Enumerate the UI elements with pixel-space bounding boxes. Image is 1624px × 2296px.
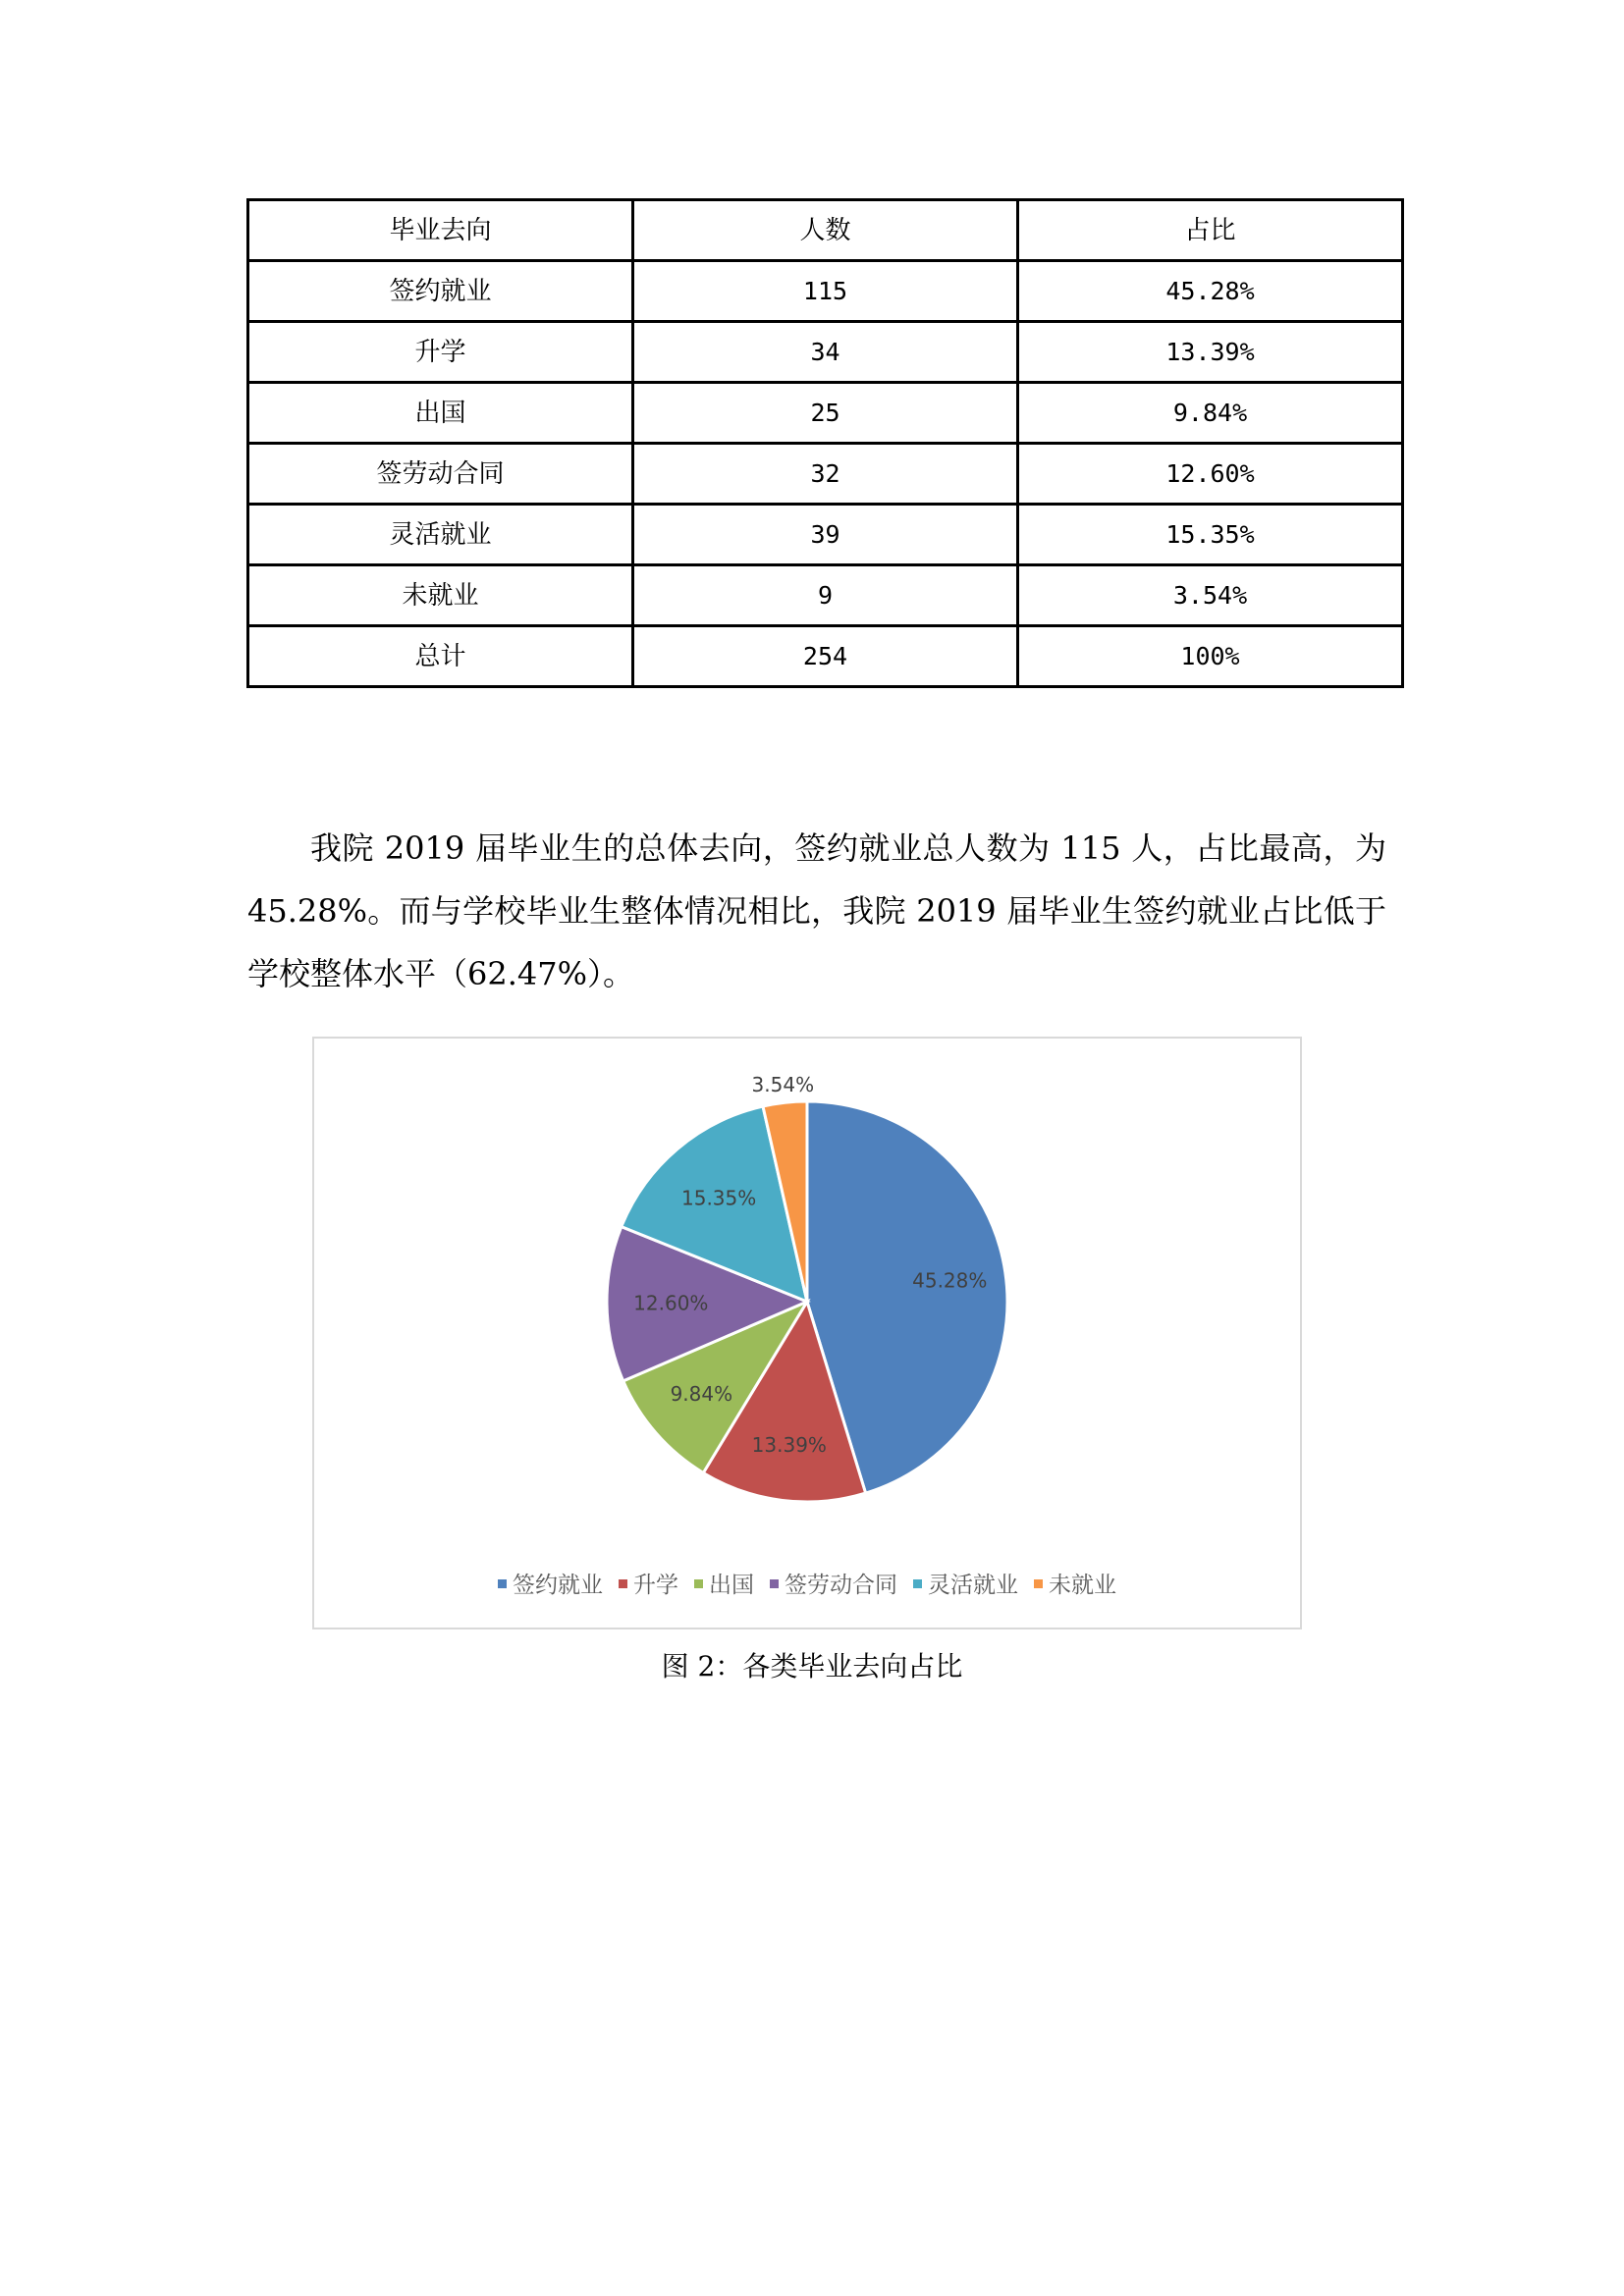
figure-caption: 图 2：各类毕业去向占比: [661, 1650, 963, 1682]
header-count: 人数: [633, 200, 1018, 261]
row-ratio: 15.35%: [1018, 505, 1403, 565]
chart-legend: [314, 1567, 1300, 1599]
total-count: 254: [633, 626, 1018, 687]
legend-item-4: [770, 1567, 897, 1599]
table-row: [248, 444, 1403, 505]
legend-label: 灵活就业: [928, 1573, 1018, 1598]
table-total-row: [248, 626, 1403, 687]
row-destination: 出国: [248, 383, 633, 444]
row-count: 34: [633, 322, 1018, 383]
legend-label: 签约就业: [513, 1573, 603, 1598]
header-destination: 毕业去向: [248, 200, 633, 261]
legend-swatch-icon: [913, 1579, 922, 1588]
row-ratio: 45.28%: [1018, 261, 1403, 322]
legend-swatch-icon: [498, 1579, 507, 1588]
legend-label: 出国: [709, 1573, 754, 1598]
legend-item-5: [913, 1567, 1018, 1599]
table-row: [248, 383, 1403, 444]
row-count: 25: [633, 383, 1018, 444]
row-ratio: 12.60%: [1018, 444, 1403, 505]
pie-data-label-5: 15.35%: [681, 1186, 757, 1210]
table-row: [248, 505, 1403, 565]
legend-item-6: [1034, 1567, 1116, 1599]
table-row: [248, 322, 1403, 383]
legend-swatch-icon: [770, 1579, 779, 1588]
table-header-row: [248, 200, 1403, 261]
row-destination: 签约就业: [248, 261, 633, 322]
summary-paragraph: 我院 2019 届毕业生的总体去向，签约就业总人数为 115 人，占比最高，为 45.28%。而与学校毕业生整体情况相比，我院 2019 届毕业生签约就业占比低于学校整体水平（62.47%）。: [247, 829, 1386, 992]
row-destination: 签劳动合同: [248, 444, 633, 505]
row-destination: 升学: [248, 322, 633, 383]
total-ratio: 100%: [1018, 626, 1403, 687]
legend-item-1: [498, 1567, 603, 1599]
legend-item-2: [619, 1567, 678, 1599]
header-ratio: 占比: [1018, 200, 1403, 261]
total-label: 总计: [248, 626, 633, 687]
pie-chart: [314, 1039, 1300, 1628]
legend-item-3: [694, 1567, 754, 1599]
pie-data-label-4: 12.60%: [633, 1291, 709, 1315]
row-destination: 灵活就业: [248, 505, 633, 565]
row-count: 115: [633, 261, 1018, 322]
legend-swatch-icon: [1034, 1579, 1043, 1588]
row-destination: 未就业: [248, 565, 633, 626]
legend-label: 未就业: [1049, 1573, 1116, 1598]
pie-data-label-2: 13.39%: [751, 1432, 827, 1457]
pie-data-label-3: 9.84%: [670, 1381, 733, 1406]
table-row: [248, 565, 1403, 626]
row-ratio: 9.84%: [1018, 383, 1403, 444]
pie-data-label-1: 45.28%: [912, 1268, 988, 1293]
row-count: 39: [633, 505, 1018, 565]
table-row: [248, 261, 1403, 322]
destination-table: [246, 198, 1404, 688]
row-ratio: 13.39%: [1018, 322, 1403, 383]
legend-swatch-icon: [619, 1579, 627, 1588]
row-ratio: 3.54%: [1018, 565, 1403, 626]
legend-label: 签劳动合同: [785, 1573, 897, 1598]
legend-label: 升学: [633, 1573, 678, 1598]
legend-swatch-icon: [694, 1579, 703, 1588]
pie-chart-container: [312, 1037, 1302, 1629]
row-count: 9: [633, 565, 1018, 626]
row-count: 32: [633, 444, 1018, 505]
pie-data-label-6: 3.54%: [751, 1073, 815, 1097]
